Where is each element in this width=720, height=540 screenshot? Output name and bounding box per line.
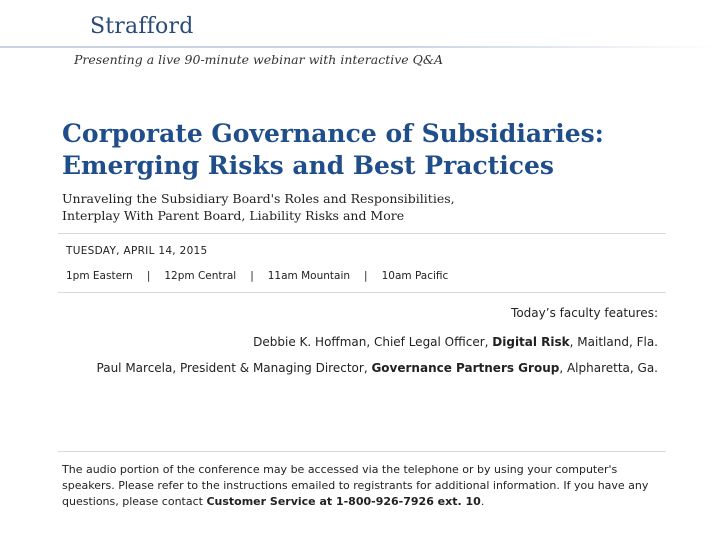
- time-pacific: 10am Pacific: [381, 270, 449, 282]
- divider-middle: [58, 292, 666, 293]
- footer-text: The audio portion of the conference may be accessed via the telephone or by using your computer's speakers. Please refer to the instructions emailed to registrants for additional information. If you have any questions, please contact: [62, 463, 649, 508]
- footer-end: .: [480, 495, 485, 508]
- faculty-member: [253, 335, 658, 349]
- time-separator: |: [146, 270, 151, 282]
- time-central: 12pm Central: [164, 270, 237, 282]
- title-line-2: Emerging Risks and Best Practices: [62, 151, 554, 180]
- webinar-tagline: Presenting a live 90-minute webinar with interactive Q&A: [74, 52, 444, 67]
- time-eastern: 1pm Eastern: [66, 270, 133, 282]
- faculty-organization: Governance Partners Group: [371, 361, 560, 375]
- strafford-logo: Strafford: [90, 14, 194, 39]
- title-line-1: Corporate Governance of Subsidiaries:: [62, 119, 604, 148]
- subtitle-line-2: Interplay With Parent Board, Liability Risks and More: [62, 208, 405, 223]
- customer-service-contact: Customer Service at 1-800-926-7926 ext. 10: [206, 495, 481, 508]
- audio-instructions: [62, 462, 672, 510]
- time-separator: |: [364, 270, 368, 282]
- divider-bottom: [58, 451, 666, 452]
- page-subtitle: [62, 190, 662, 224]
- webinar-times: [66, 270, 448, 282]
- time-mountain: 11am Mountain: [267, 270, 351, 282]
- faculty-organization: Digital Risk: [492, 335, 570, 349]
- faculty-heading: Today’s faculty features:: [511, 306, 658, 320]
- faculty-name-title: Paul Marcela, President & Managing Director,: [96, 361, 372, 375]
- faculty-location: , Alpharetta, Ga.: [559, 361, 658, 375]
- faculty-name-title: Debbie K. Hoffman, Chief Legal Officer,: [253, 335, 493, 349]
- webinar-date: TUESDAY, APRIL 14, 2015: [66, 245, 208, 257]
- subtitle-line-1: Unraveling the Subsidiary Board's Roles and Responsibilities,: [62, 191, 455, 206]
- page-title: [62, 118, 682, 182]
- header-divider: [0, 46, 720, 48]
- divider-top: [58, 233, 666, 234]
- faculty-location: , Maitland, Fla.: [569, 335, 658, 349]
- time-separator: |: [250, 270, 254, 282]
- faculty-member: [97, 361, 658, 375]
